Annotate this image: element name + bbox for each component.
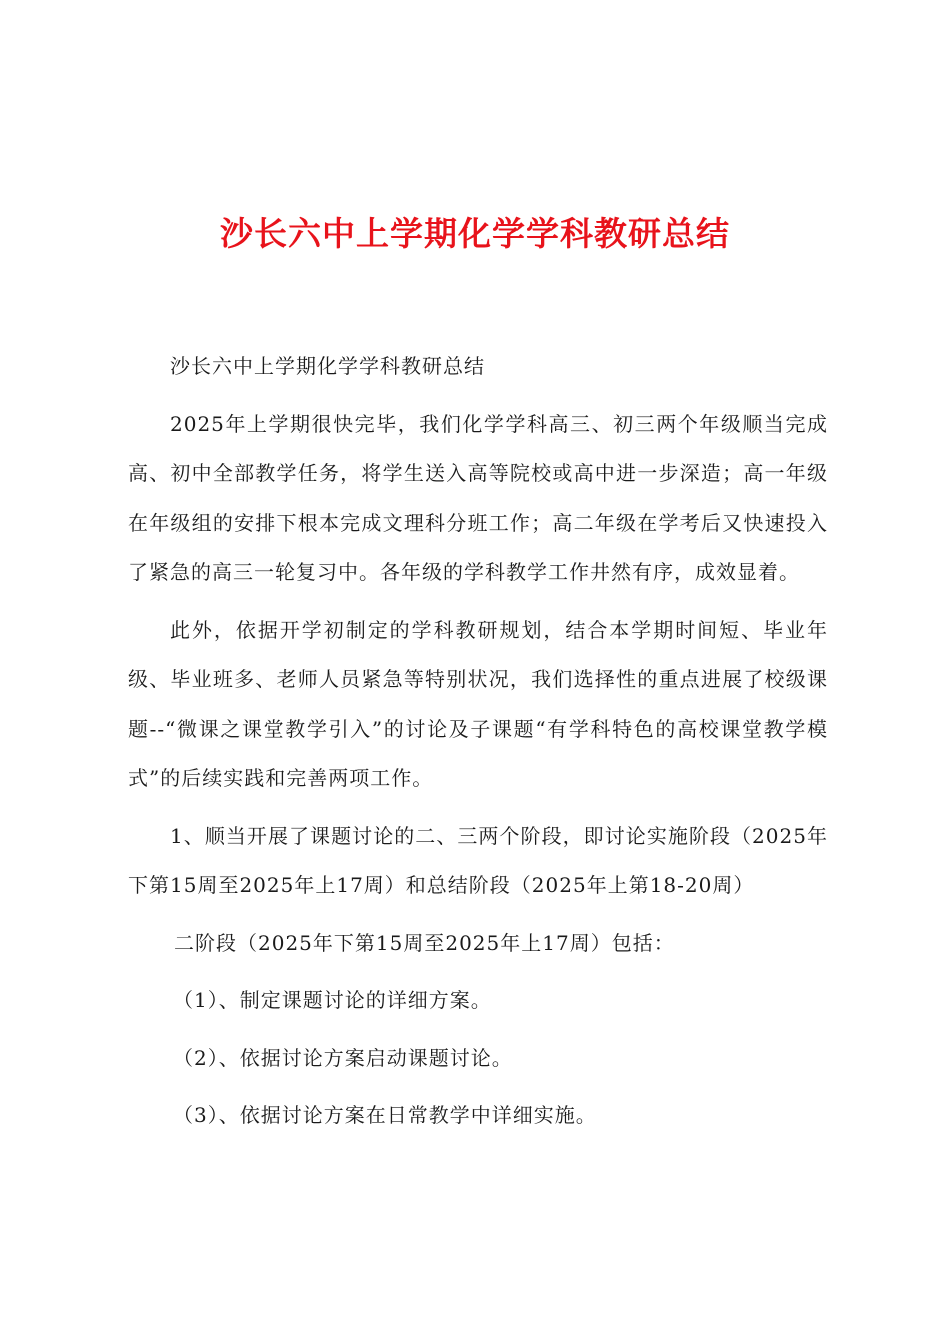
list-item-3: （3）、依据讨论方案在日常教学中详细实施。 <box>173 1103 597 1127</box>
document-body <box>128 342 828 1149</box>
paragraph-stage-two: 二阶段（2025年下第15周至2025年上17周）包括： <box>174 930 675 955</box>
paragraph-summary: 2025年上学期很快完毕，我们化学学科高三、初三两个年级顺当完成高、初中全部教学任务，将学生送入高等院校或高中进一步深造；高一年级在年级组的安排下根本完成文理科分班工作；高二年级在学考后又快速投入了紧急的高三一轮复习中。各年级的学科教学工作井然有序，成效显着。 <box>128 411 828 584</box>
list-item-2: （2）、依据讨论方案启动课题讨论。 <box>173 1045 513 1070</box>
paragraph-heading: 沙长六中上学期化学学科教研总结 <box>170 354 485 378</box>
paragraph-research-plan: 此外，依据开学初制定的学科教研规划，结合本学期时间短、毕业年级、毕业班多、老师人员紧急等特别状况，我们选择性的重点进展了校级课题--“微课之课堂教学引入”的讨论及子课题“有学科特色的高校课堂教学模式”的后续实践和完善两项工作。 <box>128 617 828 790</box>
document-title: 沙长六中上学期化学学科教研总结 <box>220 214 730 253</box>
paragraph-stages: 1、顺当开展了课题讨论的二、三两个阶段，即讨论实施阶段（2025年下第15周至2025年上17周）和总结阶段（2025年上第18-20周） <box>128 823 828 897</box>
list-item-1: （1）、制定课题讨论的详细方案。 <box>173 988 492 1012</box>
